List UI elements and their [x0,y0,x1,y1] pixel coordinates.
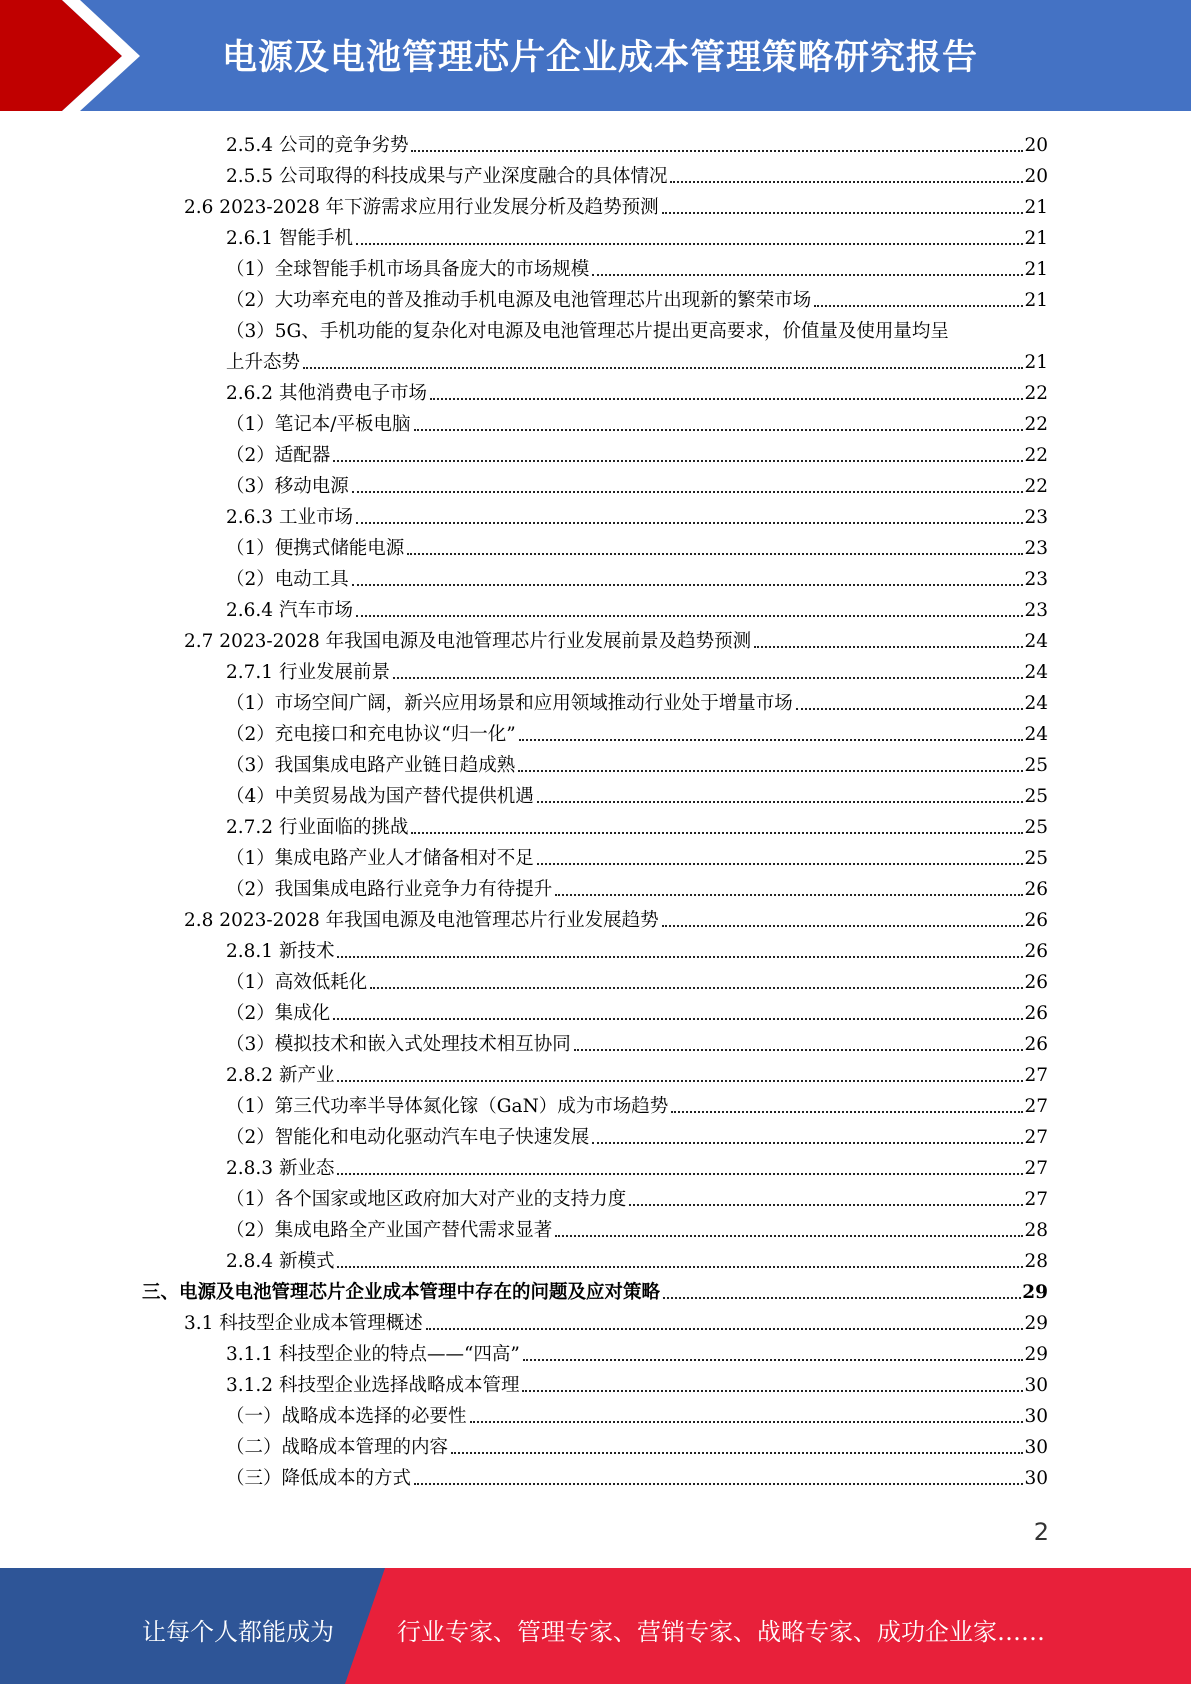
page-number: 2 [1033,1518,1049,1546]
toc-entry[interactable]: 上升态势 21 [226,352,1048,373]
toc-entry[interactable]: （2）集成化 26 [226,1003,1048,1024]
toc-entry[interactable]: 2.8 2023-2028 年我国电源及电池管理芯片行业发展趋势 26 [184,910,1048,931]
toc-entry[interactable]: （1）全球智能手机市场具备庞大的市场规模 21 [226,259,1048,280]
toc-entry[interactable]: （1）市场空间广阔，新兴应用场景和应用领域推动行业处于增量市场 24 [226,693,1048,714]
footer-slogan-left: 让每个人都能成为 [142,1618,334,1646]
toc-entry[interactable]: 2.7 2023-2028 年我国电源及电池管理芯片行业发展前景及趋势预测 24 [184,631,1048,652]
toc-entry-wrapped-line[interactable]: （3）5G、手机功能的复杂化对电源及电池管理芯片提出更高要求，价值量及使用量均呈 [226,321,949,342]
toc-entry[interactable]: 3.1.2 科技型企业选择战略成本管理 30 [226,1375,1048,1396]
toc-entry[interactable]: （2）适配器 22 [226,445,1048,466]
toc-entry[interactable]: 2.6.2 其他消费电子市场 22 [226,383,1048,404]
toc-entry[interactable]: 2.8.3 新业态 27 [226,1158,1048,1179]
toc-entry[interactable]: 2.8.4 新模式 28 [226,1251,1048,1272]
toc-entry[interactable]: （2）我国集成电路行业竞争力有待提升 26 [226,879,1048,900]
toc-entry[interactable]: 2.8.1 新技术 26 [226,941,1048,962]
toc-entry[interactable]: （2）充电接口和充电协议“归一化” 24 [226,724,1048,745]
page-footer [0,1568,1191,1684]
page-header [0,0,1191,111]
toc-entry[interactable]: （1）高效低耗化 26 [226,972,1048,993]
toc-entry[interactable]: （3）我国集成电路产业链日趋成熟 25 [226,755,1048,776]
toc-entry[interactable]: （4）中美贸易战为国产替代提供机遇 25 [226,786,1048,807]
toc-entry[interactable]: 3.1 科技型企业成本管理概述 29 [184,1313,1048,1334]
report-title: 电源及电池管理芯片企业成本管理策略研究报告 [222,38,979,78]
toc-entry[interactable]: （2）大功率充电的普及推动手机电源及电池管理芯片出现新的繁荣市场 21 [226,290,1048,311]
toc-entry[interactable]: 2.8.2 新产业 27 [226,1065,1048,1086]
toc-entry[interactable]: （1）便携式储能电源 23 [226,538,1048,559]
footer-slogan-right: 行业专家、管理专家、营销专家、战略专家、成功企业家…… [397,1618,1045,1646]
toc-entry[interactable]: （3）移动电源 22 [226,476,1048,497]
toc-entry[interactable]: （1）集成电路产业人才储备相对不足 25 [226,848,1048,869]
toc-entry[interactable]: 2.6.4 汽车市场 23 [226,600,1048,621]
toc-entry[interactable]: （三）降低成本的方式 30 [226,1468,1048,1489]
toc-entry[interactable]: （1）各个国家或地区政府加大对产业的支持力度 27 [226,1189,1048,1210]
toc-entry[interactable]: 2.6.1 智能手机 21 [226,228,1048,249]
header-arrow-icon [0,0,150,111]
toc-entry[interactable]: 3.1.1 科技型企业的特点——“四高” 29 [226,1344,1048,1365]
toc-entry[interactable]: （一）战略成本选择的必要性 30 [226,1406,1048,1427]
toc-entry[interactable]: （2）集成电路全产业国产替代需求显著 28 [226,1220,1048,1241]
toc-entry[interactable]: （3）模拟技术和嵌入式处理技术相互协同 26 [226,1034,1048,1055]
toc-chapter-entry[interactable]: 三、电源及电池管理芯片企业成本管理中存在的问题及应对策略 29 [142,1282,1048,1303]
toc-entry[interactable]: （2）电动工具 23 [226,569,1048,590]
toc-entry[interactable]: （1）笔记本/平板电脑 22 [226,414,1048,435]
toc-entry[interactable]: 2.6.3 工业市场 23 [226,507,1048,528]
toc-entry[interactable]: 2.5.5 公司取得的科技成果与产业深度融合的具体情况 20 [226,166,1048,187]
toc-entry[interactable]: （1）第三代功率半导体氮化镓（GaN）成为市场趋势 27 [226,1096,1048,1117]
toc-entry[interactable]: （二）战略成本管理的内容 30 [226,1437,1048,1458]
toc-entry[interactable]: 2.7.2 行业面临的挑战 25 [226,817,1048,838]
toc-entry[interactable]: 2.7.1 行业发展前景 24 [226,662,1048,683]
toc-entry[interactable]: 2.6 2023-2028 年下游需求应用行业发展分析及趋势预测 21 [184,197,1048,218]
toc-entry[interactable]: 2.5.4 公司的竞争劣势 20 [226,135,1048,156]
toc-entry[interactable]: （2）智能化和电动化驱动汽车电子快速发展 27 [226,1127,1048,1148]
